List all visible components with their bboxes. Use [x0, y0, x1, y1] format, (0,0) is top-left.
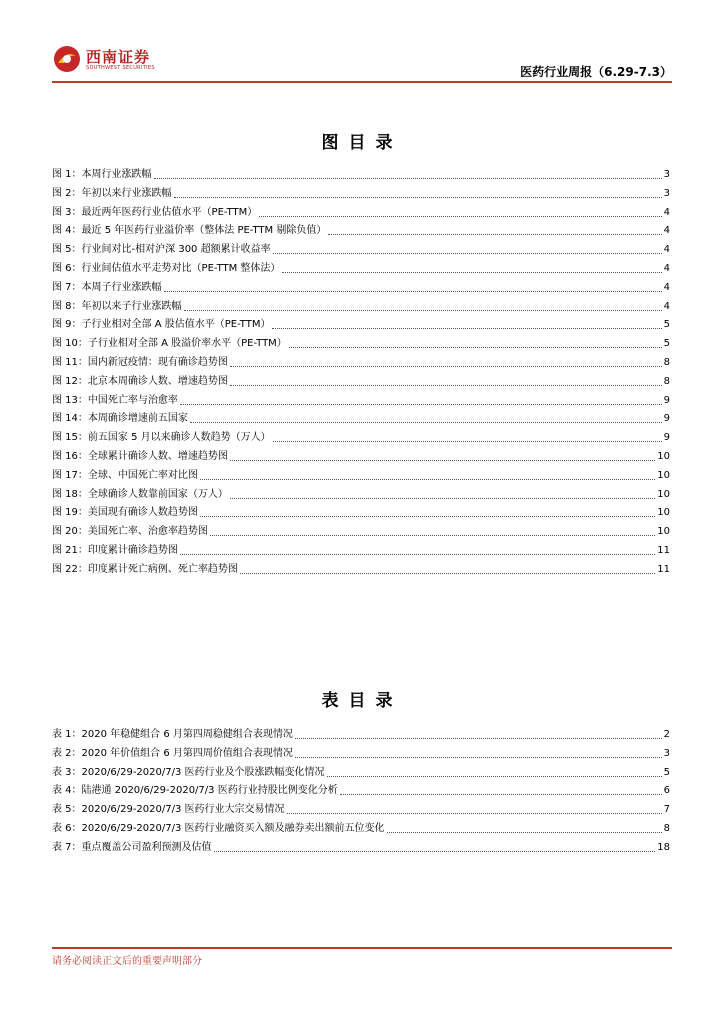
- toc-entry-page: 9: [663, 432, 670, 444]
- toc-entry-page: 6: [663, 785, 670, 797]
- toc-entry-label: 图 15：前五国家 5 月以来确诊人数趋势（万人）: [52, 432, 271, 444]
- toc-entry[interactable]: [52, 523, 672, 542]
- toc-leader-dots: [295, 738, 662, 739]
- toc-entry-page: 3: [663, 169, 670, 180]
- toc-entry[interactable]: [52, 241, 672, 260]
- toc-entry-label: 图 12：北京本周确诊人数、增速趋势图: [52, 375, 228, 387]
- toc-entry-label: 图 6：行业间估值水平走势对比（PE-TTM 整体法）: [52, 262, 281, 274]
- toc-entry-page: 5: [663, 338, 670, 350]
- toc-leader-dots: [295, 757, 662, 758]
- toc-entry-page: 10: [657, 507, 670, 519]
- footer-divider: [52, 947, 672, 949]
- figure-list-title: 图目录: [321, 133, 403, 153]
- toc-entry-label: 表 5：2020/6/29-2020/7/3 医药行业大宗交易情况: [52, 804, 285, 816]
- toc-leader-dots: [240, 573, 655, 574]
- toc-entry[interactable]: [52, 561, 672, 580]
- logo-chinese-name: 西南证券: [86, 48, 151, 66]
- toc-entry[interactable]: [52, 410, 672, 429]
- toc-entry[interactable]: [52, 260, 672, 279]
- toc-entry[interactable]: [52, 745, 672, 764]
- toc-leader-dots: [289, 347, 662, 348]
- toc-entry[interactable]: [52, 801, 672, 820]
- toc-entry-label: 表 2：2020 年价值组合 6 月第四周价值组合表现情况: [52, 747, 293, 759]
- footer-disclaimer: 请务必阅读正文后的重要声明部分: [52, 956, 202, 967]
- toc-entry[interactable]: [52, 542, 672, 561]
- toc-entry-label: 图 5：行业间对比-相对沪深 300 超额累计收益率: [52, 244, 271, 256]
- toc-entry[interactable]: [52, 373, 672, 392]
- toc-entry[interactable]: [52, 298, 672, 317]
- toc-entry-label: 图 7：本周子行业涨跌幅: [52, 281, 162, 293]
- toc-leader-dots: [387, 832, 662, 833]
- toc-entry[interactable]: [52, 504, 672, 523]
- toc-entry-label: 图 22：印度累计死亡病例、死亡率趋势图: [52, 563, 238, 575]
- toc-entry[interactable]: [52, 820, 672, 839]
- toc-entry-label: 表 1：2020 年稳健组合 6 月第四周稳健组合表现情况: [52, 729, 293, 740]
- logo-mark-icon: [52, 44, 82, 74]
- toc-entry-page: 10: [657, 526, 670, 538]
- toc-leader-dots: [210, 535, 655, 536]
- table-list: [52, 726, 672, 858]
- toc-entry[interactable]: [52, 316, 672, 335]
- toc-leader-dots: [164, 291, 662, 292]
- toc-entry-label: 图 18：全球确诊人数靠前国家（万人）: [52, 488, 228, 500]
- toc-leader-dots: [230, 385, 662, 386]
- toc-entry-label: 图 2：年初以来行业涨跌幅: [52, 187, 172, 199]
- toc-leader-dots: [230, 366, 662, 367]
- toc-leader-dots: [328, 234, 662, 235]
- toc-entry-page: 4: [663, 225, 670, 237]
- toc-leader-dots: [273, 441, 662, 442]
- toc-entry-label: 表 4：陆港通 2020/6/29-2020/7/3 医药行业持股比例变化分析: [52, 785, 338, 797]
- toc-entry[interactable]: [52, 764, 672, 783]
- toc-entry[interactable]: [52, 486, 672, 505]
- toc-entry-label: 图 11：国内新冠疫情：现有确诊趋势图: [52, 356, 228, 368]
- company-logo: [52, 44, 162, 76]
- toc-leader-dots: [259, 216, 662, 217]
- header-divider: [52, 81, 672, 83]
- toc-leader-dots: [230, 498, 655, 499]
- toc-entry-label: 表 3：2020/6/29-2020/7/3 医药行业及个股涨跌幅变化情况: [52, 766, 325, 778]
- toc-entry-label: 表 7：重点覆盖公司盈利预测及估值: [52, 841, 212, 853]
- toc-leader-dots: [230, 460, 655, 461]
- toc-entry-page: 9: [663, 394, 670, 406]
- toc-leader-dots: [214, 851, 655, 852]
- report-title: 医药行业周报（6.29-7.3）: [520, 65, 672, 79]
- table-list-title: 表目录: [321, 691, 403, 711]
- toc-entry-page: 4: [663, 244, 670, 256]
- toc-entry-page: 10: [657, 450, 670, 462]
- toc-entry[interactable]: [52, 429, 672, 448]
- toc-entry-label: 图 3：最近两年医药行业估值水平（PE-TTM）: [52, 206, 258, 218]
- toc-entry[interactable]: [52, 839, 672, 858]
- toc-entry-page: 4: [663, 300, 670, 312]
- toc-entry-page: 3: [663, 187, 670, 199]
- toc-entry-label: 图 14：本周确诊增速前五国家: [52, 413, 188, 425]
- toc-entry[interactable]: [52, 392, 672, 411]
- toc-entry[interactable]: [52, 448, 672, 467]
- toc-entry[interactable]: [52, 204, 672, 223]
- toc-entry-page: 9: [663, 413, 670, 425]
- toc-entry[interactable]: [52, 335, 672, 354]
- toc-leader-dots: [340, 794, 662, 795]
- toc-entry[interactable]: [52, 185, 672, 204]
- toc-entry-label: 图 17：全球、中国死亡率对比图: [52, 469, 198, 481]
- toc-entry-page: 8: [663, 822, 670, 834]
- toc-leader-dots: [287, 813, 662, 814]
- toc-entry-label: 图 19：美国现有确诊人数趋势图: [52, 507, 198, 519]
- toc-entry-page: 8: [663, 356, 670, 368]
- toc-entry-label: 图 9：子行业相对全部 A 股估值水平（PE-TTM）: [52, 319, 271, 331]
- page-header: [0, 0, 724, 90]
- toc-entry-page: 7: [663, 804, 670, 816]
- toc-leader-dots: [184, 310, 662, 311]
- toc-entry[interactable]: [52, 726, 672, 745]
- toc-leader-dots: [154, 178, 662, 179]
- toc-leader-dots: [282, 272, 662, 273]
- toc-leader-dots: [200, 479, 655, 480]
- toc-leader-dots: [180, 554, 655, 555]
- toc-entry-label: 表 6：2020/6/29-2020/7/3 医药行业融资买入额及融券卖出额前五位变化: [52, 822, 385, 834]
- toc-entry-label: 图 4：最近 5 年医药行业溢价率（整体法 PE-TTM 剔除负值）: [52, 225, 327, 237]
- toc-entry-label: 图 13：中国死亡率与治愈率: [52, 394, 178, 406]
- toc-entry-page: 4: [663, 281, 670, 293]
- figure-list: [52, 166, 672, 580]
- toc-entry-page: 8: [663, 375, 670, 387]
- toc-entry[interactable]: [52, 782, 672, 801]
- toc-leader-dots: [190, 422, 662, 423]
- toc-entry-page: 10: [657, 469, 670, 481]
- toc-entry-page: 4: [663, 262, 670, 274]
- toc-entry[interactable]: [52, 354, 672, 373]
- toc-entry-label: 图 21：印度累计确诊趋势图: [52, 544, 178, 556]
- toc-entry-label: 图 1：本周行业涨跌幅: [52, 169, 152, 180]
- toc-entry[interactable]: [52, 279, 672, 298]
- toc-entry-page: 11: [657, 544, 670, 556]
- toc-leader-dots: [327, 776, 662, 777]
- toc-leader-dots: [180, 404, 662, 405]
- logo-english-name: SOUTHWEST SECURITIES: [86, 65, 155, 71]
- toc-entry-page: 5: [663, 319, 670, 331]
- toc-leader-dots: [174, 197, 662, 198]
- toc-leader-dots: [272, 328, 662, 329]
- toc-entry-page: 11: [657, 563, 670, 575]
- toc-entry-label: 图 10：子行业相对全部 A 股溢价率水平（PE-TTM）: [52, 338, 287, 350]
- toc-entry-page: 5: [663, 766, 670, 778]
- toc-entry-page: 18: [657, 841, 670, 853]
- toc-entry-page: 10: [657, 488, 670, 500]
- toc-entry[interactable]: [52, 166, 672, 185]
- toc-entry-label: 图 8：年初以来子行业涨跌幅: [52, 300, 182, 312]
- toc-entry[interactable]: [52, 467, 672, 486]
- toc-leader-dots: [273, 253, 662, 254]
- toc-entry-label: 图 20：美国死亡率、治愈率趋势图: [52, 526, 208, 538]
- toc-leader-dots: [200, 516, 655, 517]
- toc-entry-page: 4: [663, 206, 670, 218]
- toc-entry[interactable]: [52, 222, 672, 241]
- toc-entry-page: 3: [663, 747, 670, 759]
- toc-entry-label: 图 16：全球累计确诊人数、增速趋势图: [52, 450, 228, 462]
- toc-entry-page: 2: [663, 729, 670, 740]
